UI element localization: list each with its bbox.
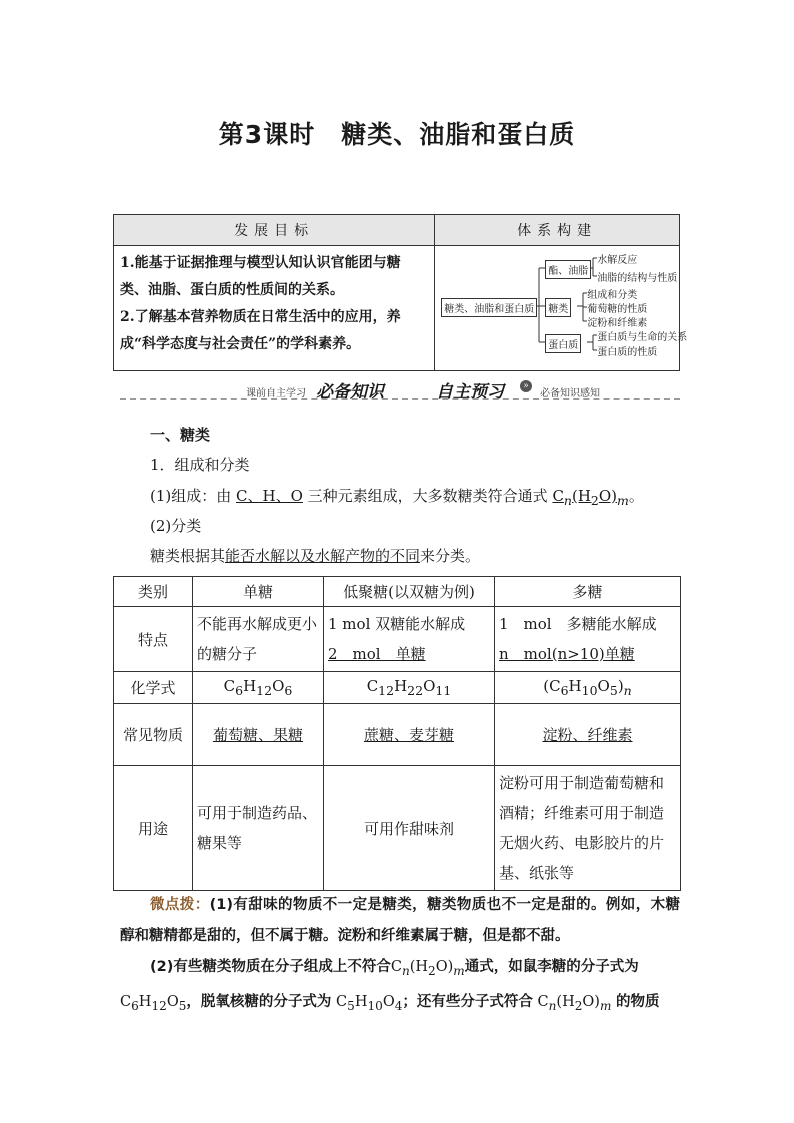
row-label: 常见物质: [114, 704, 193, 766]
map-item: 蛋白质与生命的关系: [597, 332, 688, 343]
mono-feature: 不能再水解成更小的糖分子: [193, 607, 324, 672]
mono-examples: 葡萄糖、果糖: [193, 704, 324, 766]
objectives-table: [113, 214, 688, 371]
section-heading: 一、糖类: [150, 426, 211, 444]
poly-examples: 淀粉、纤维素: [495, 704, 681, 766]
table-header: 类别: [114, 577, 193, 607]
banner-title-1: 必备知识: [316, 382, 384, 402]
banner-left-label: 课前自主学习: [246, 388, 306, 399]
goal-2: 2.了解基本营养物质在日常生活中的应用，养成“科学态度与社会责任”的学科素养。: [120, 309, 401, 352]
concept-map-cell: [435, 246, 688, 371]
table-row: [114, 607, 681, 672]
map-branch-lipids: 酯、油脂: [545, 260, 591, 279]
map-item: 葡萄糖的性质: [587, 304, 648, 315]
row-label: 用途: [114, 766, 193, 891]
banner-right-label: 必备知识感知: [540, 388, 600, 399]
table-row: [114, 704, 681, 766]
poly-uses: 淀粉可用于制造葡萄糖和酒精；纤维素可用于制造无烟火药、电影胶片的片基、纸张等: [495, 766, 681, 891]
map-branch-proteins: 蛋白质: [545, 334, 581, 353]
subsection-heading: 1．组成和分类: [150, 456, 250, 474]
sugar-classification-table: [113, 576, 681, 891]
di-formula: $C_{12}H_{22}O_{11}$: [324, 672, 495, 704]
tip-tag: 微点拨：: [150, 896, 210, 913]
map-item: 油脂的结构与性质: [597, 273, 678, 284]
tip-note-2: (2)有些糖类物质在分子组成上不符合$C_n(H_2O)_m$通式，如鼠李糖的分子式为 $C_6H_{12}O_5$，脱氧核糖的分子式为 $C_5H_{10}O_4$；还有些分子式符合 $C_n(H_2O)_m$ 的物质: [120, 959, 660, 1013]
table-row: [114, 766, 681, 891]
table-row: [114, 672, 681, 704]
concept-map: [435, 246, 688, 373]
poly-formula: $(C_6H_{10}O_5)_n$: [495, 672, 681, 704]
classification-desc: 糖类根据其能否水解以及水解产物的不同来分类。: [150, 547, 481, 565]
row-label: 特点: [114, 607, 193, 672]
composition-elements: C、H、O: [236, 487, 303, 505]
section-banner: [120, 377, 680, 401]
map-item: 淀粉和纤维素: [587, 318, 648, 329]
di-uses: 可用作甜味剂: [324, 766, 495, 891]
table-header: 单糖: [193, 577, 324, 607]
tip-note-1: 微点拨：(1)有甜味的物质不一定是糖类，糖类物质也不一定是甜的。例如，木糖醇和糖精都是甜的，但不属于糖。淀粉和纤维素属于糖，但是都不甜。: [120, 896, 680, 944]
mono-formula: $C_6H_{12}O_6$: [193, 672, 324, 704]
composition-line: (1)组成：由 C、H、O 三种元素组成，大多数糖类符合通式 $C_n(H_2O)_m$。: [150, 487, 644, 508]
goals-header: 发展目标: [114, 215, 435, 246]
map-item: 蛋白质的性质: [597, 347, 658, 358]
general-formula: $C_n(H_2O)_m$: [552, 487, 629, 508]
goals-cell: [114, 246, 435, 371]
banner-arrow-icon: »: [520, 380, 532, 392]
map-item: 组成和分类: [587, 290, 638, 301]
di-examples: 蔗糖、麦芽糖: [324, 704, 495, 766]
banner-title-2: 自主预习: [436, 382, 504, 402]
map-root: 糖类、油脂和蛋白质: [441, 298, 537, 317]
map-branch-sugars: 糖类: [545, 298, 571, 317]
concept-map-header: 体系构建: [435, 215, 680, 246]
banner-divider: [120, 398, 680, 400]
row-label: 化学式: [114, 672, 193, 704]
table-header: 低聚糖(以双糖为例): [324, 577, 495, 607]
di-feature: 1 mol 双糖能水解成 2 mol 单糖: [324, 607, 495, 672]
page-title: 第3课时 糖类、油脂和蛋白质: [218, 120, 576, 149]
goal-1: 1.能基于证据推理与模型认知认识官能团与糖类、油脂、蛋白质的性质间的关系。: [120, 255, 401, 298]
table-header: 多糖: [495, 577, 681, 607]
map-item: 水解反应: [597, 255, 638, 266]
classification-label: (2)分类: [150, 517, 202, 535]
poly-feature: 1 mol 多糖能水解成 n mol(n>10)单糖: [495, 607, 681, 672]
mono-uses: 可用于制造药品、糖果等: [193, 766, 324, 891]
